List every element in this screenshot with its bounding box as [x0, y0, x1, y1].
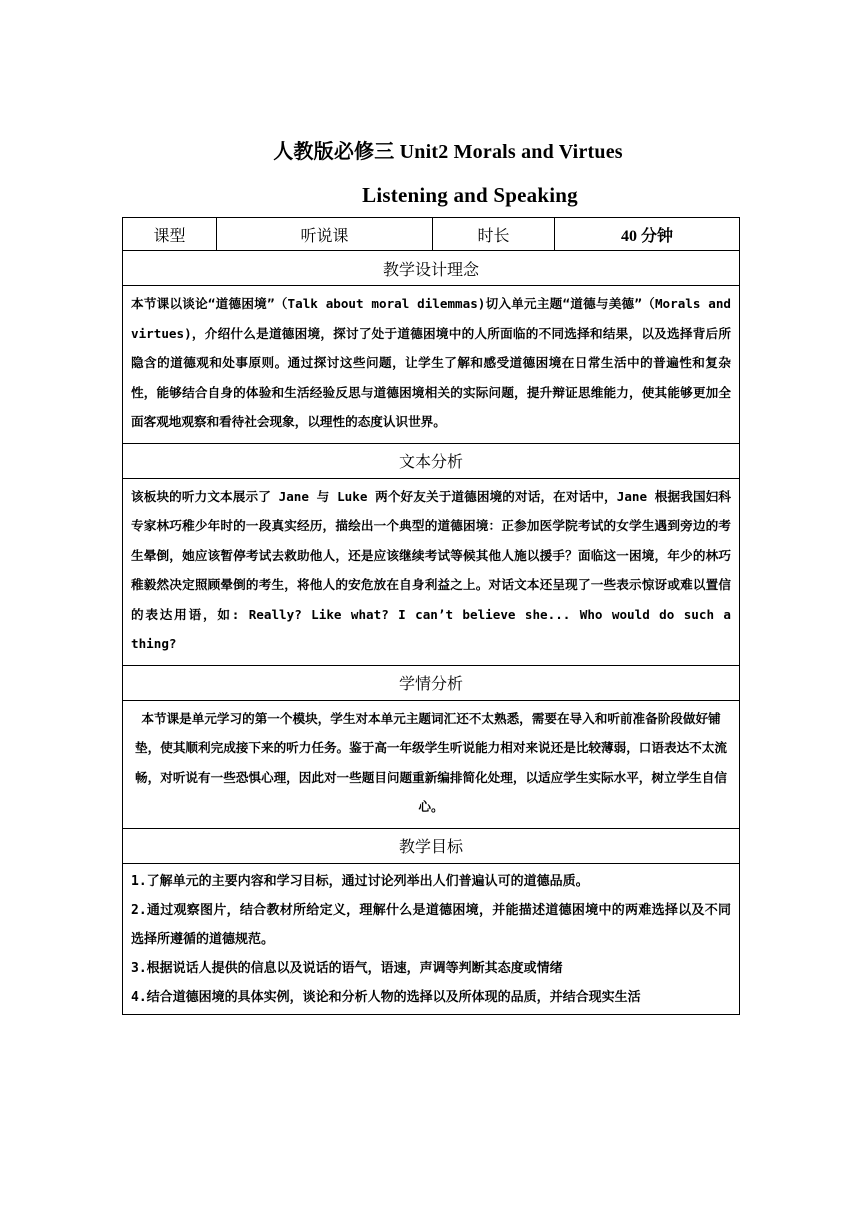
section-heading-row	[123, 251, 740, 286]
header-row	[123, 218, 740, 251]
text-analysis-heading: 文本分析	[123, 443, 740, 478]
section-heading-row	[123, 443, 740, 478]
text-analysis-text: 该板块的听力文本展示了 Jane 与 Luke 两个好友关于道德困境的对话，在对话中，Jane 根据我国妇科专家林巧稚少年时的一段真实经历，描绘出一个典型的道德困境：正参加医学院考试的女学生遇到旁边的考生晕倒，她应该暂停考试去救助他人，还是应该继续考试等候其他人施以援手？面临这一困境，年少的林巧稚毅然决定照顾晕倒的考生，将他人的安危放在自身利益之上。对话文本还呈现了一些表示惊讶或难以置信的表达用语，如: Really? Like what? I can’t believe she... Who would do such a thing?	[123, 478, 740, 665]
section-heading-row	[123, 828, 740, 863]
teaching-objectives-list	[123, 863, 740, 1014]
objective-item: 3.根据说话人提供的信息以及说话的语气，语速，声调等判断其态度或情绪	[131, 960, 563, 976]
objective-item: 4.结合道德困境的具体实例，谈论和分析人物的选择以及所体现的品质，并结合现实生活	[131, 989, 641, 1005]
objective-item: 2.通过观察图片，结合教材所给定义，理解什么是道德困境，并能描述道德困境中的两难选择以及不同选择所遵循的道德规范。	[131, 902, 731, 947]
section-body-row	[123, 478, 740, 665]
duration-value: 40 分钟	[555, 218, 740, 251]
duration-label: 时长	[433, 218, 555, 251]
objective-item: 1.了解单元的主要内容和学习目标，通过讨论列举出人们普遍认可的道德品质。	[131, 873, 589, 889]
lesson-plan-table	[122, 217, 740, 1015]
section-body-row	[123, 700, 740, 828]
document-subtitle: Listening and Speaking	[362, 183, 578, 207]
course-type-value: 听说课	[217, 218, 433, 251]
document-title: 人教版必修三 Unit2 Morals and Virtues	[273, 141, 623, 163]
teaching-objectives-heading: 教学目标	[123, 828, 740, 863]
section-heading-row	[123, 665, 740, 700]
learner-analysis-heading: 学情分析	[123, 665, 740, 700]
section-body-row	[123, 863, 740, 1014]
section-body-row	[123, 286, 740, 444]
design-philosophy-text: 本节课以谈论“道德困境”（Talk about moral dilemmas)切入单元主题“道德与美德”（Morals and virtues)，介绍什么是道德困境，探讨了处于道德困境中的人所面临的不同选择和结果，以及选择背后所隐含的道德观和处事原则。通过探讨这些问题，让学生了解和感受道德困境在日常生活中的普遍性和复杂性，能够结合自身的体验和生活经验反思与道德困境相关的实际问题，提升辩证思维能力，使其能够更加全面客观地观察和看待社会现象，以理性的态度认识世界。	[123, 286, 740, 444]
design-philosophy-heading: 教学设计理念	[123, 251, 740, 286]
learner-analysis-text: 本节课是单元学习的第一个模块，学生对本单元主题词汇还不太熟悉，需要在导入和听前准备阶段做好铺垫，使其顺利完成接下来的听力任务。鉴于高一年级学生听说能力相对来说还是比较薄弱，口语表达不太流畅，对听说有一些恐惧心理，因此对一些题目问题重新编排简化处理，以适应学生实际水平，树立学生自信心。	[123, 700, 740, 828]
course-type-label: 课型	[123, 218, 217, 251]
